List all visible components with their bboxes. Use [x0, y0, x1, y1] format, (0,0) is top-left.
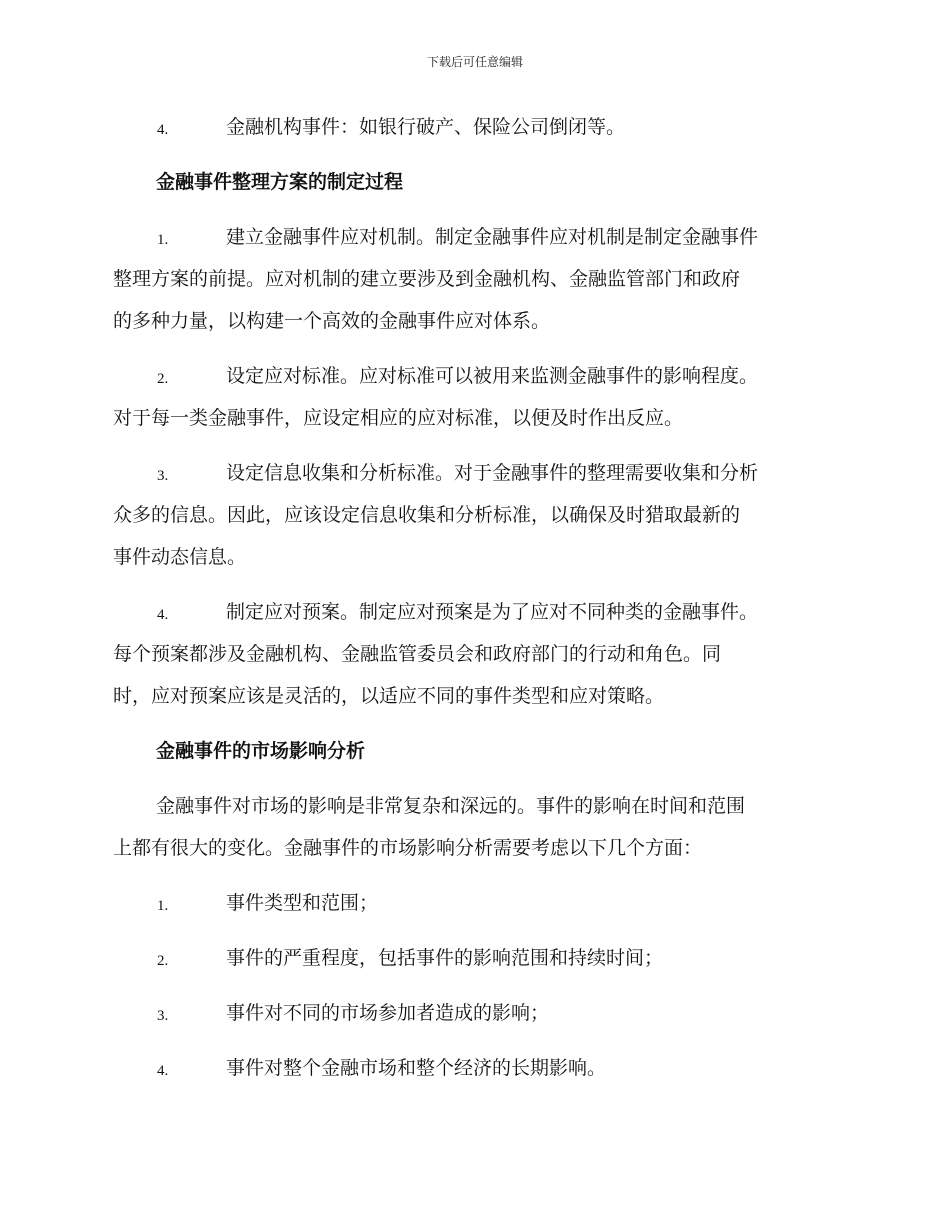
paragraph-text: 上都有很大的变化。金融事件的市场影响分析需要考虑以下几个方面：: [113, 837, 703, 859]
list-text: 建立金融事件应对机制。制定金融事件应对机制是制定金融事件: [226, 226, 759, 248]
list-text: 整理方案的前提。应对机制的建立要涉及到金融机构、金融监管部门和政府: [113, 268, 741, 290]
list-text: 每个预案都涉及金融机构、金融监管委员会和政府部门的行动和角色。同: [113, 643, 722, 665]
list-number: 4.: [157, 1063, 169, 1079]
list-text: 制定应对预案。制定应对预案是为了应对不同种类的金融事件。: [226, 601, 759, 623]
list-number: 4.: [157, 122, 169, 138]
list-text: 对于每一类金融事件，应设定相应的应对标准，以便及时作出反应。: [113, 407, 684, 429]
list-text: 事件对不同的市场参加者造成的影响；: [226, 1002, 550, 1024]
list-number: 4.: [157, 607, 169, 623]
list-text: 事件动态信息。: [113, 546, 247, 568]
list-text: 金融机构事件：如银行破产、保险公司倒闭等。: [226, 116, 626, 138]
list-text: 的多种力量，以构建一个高效的金融事件应对体系。: [113, 310, 551, 332]
list-number: 1.: [157, 898, 169, 914]
list-text: 事件的严重程度，包括事件的影响范围和持续时间；: [226, 947, 664, 969]
list-number: 3.: [157, 468, 169, 484]
list-text: 事件对整个金融市场和整个经济的长期影响。: [226, 1057, 607, 1079]
page-header: 下载后可任意编辑: [426, 55, 523, 69]
list-text: 时，应对预案应该是灵活的，以适应不同的事件类型和应对策略。: [113, 685, 665, 707]
paragraph-text: 金融事件对市场的影响是非常复杂和深远的。事件的影响在时间和范围: [156, 795, 746, 817]
list-text: 设定应对标准。应对标准可以被用来监测金融事件的影响程度。: [226, 365, 759, 387]
list-text: 设定信息收集和分析标准。对于金融事件的整理需要收集和分析: [226, 462, 759, 484]
list-number: 2.: [157, 953, 169, 969]
list-number: 3.: [157, 1008, 169, 1024]
section-heading-text: 金融事件的市场影响分析: [156, 740, 366, 762]
list-number: 2.: [157, 371, 169, 387]
list-number: 1.: [157, 232, 169, 248]
list-text: 众多的信息。因此，应该设定信息收集和分析标准，以确保及时猎取最新的: [113, 504, 741, 526]
list-text: 事件类型和范围；: [226, 892, 379, 914]
section-heading-text: 金融事件整理方案的制定过程: [156, 171, 404, 193]
